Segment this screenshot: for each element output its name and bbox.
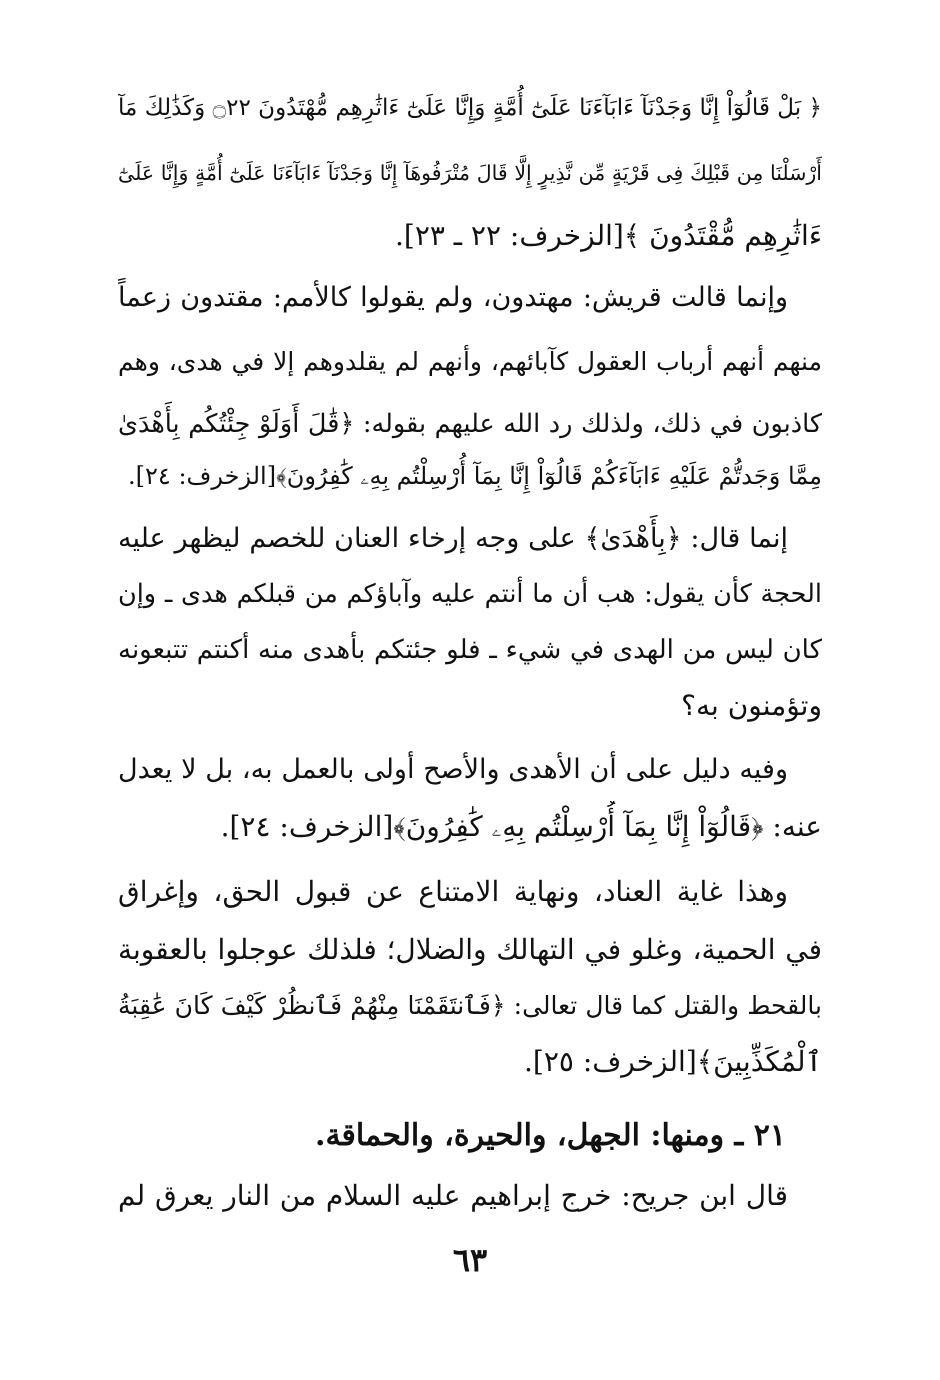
text-line-8: إنما قال: ﴿بِأَهْدَىٰ﴾ على وجه إرخاء العنان للخصم ليظهر عليه	[118, 523, 788, 554]
text-line-1: ﴿ بَلْ قَالُوٓاْ إِنَّا وَجَدْنَآ ءَابَآءَنَا عَلَىٰٓ أُمَّةٍ وَإِنَّا عَلَىٰٓ ءَاثَٰرِهِم مُّهْتَدُونَ ۝٢٢ وَكَذَٰلِكَ مَآ	[118, 95, 822, 121]
section-heading: ٢١ ـ ومنها: الجهل، والحيرة، والحماقة.	[315, 1118, 786, 1153]
text-line-3: ءَاثَٰرِهِم مُّقْتَدُونَ ﴾[الزخرف: ٢٢ ـ ٢٣].	[395, 219, 822, 252]
page-number: ٦٣	[452, 1241, 488, 1279]
text-line-13: عنه: ﴿قَالُوٓاْ إِنَّا بِمَآ أُرْسِلْتُم بِهِۦ كَٰفِرُونَ﴾[الزخرف: ٢٤].	[220, 810, 822, 843]
text-line-2: أَرْسَلْنَا مِن قَبْلِكَ فِى قَرْيَةٍ مِّن نَّذِيرٍ إِلَّا قَالَ مُتْرَفُوهَآ إِنَّا وَجَدْنَآ ءَابَآءَنَا عَلَىٰٓ أُمَّةٍ وَإِنَّا عَلَىٰٓ	[118, 161, 822, 185]
text-line-5: منهم أنهم أرباب العقول كآبائهم، وأنهم لم يقلدوهم إلا في هدى، وهم	[118, 347, 822, 376]
text-line-18: قال ابن جريح: خرج إبراهيم عليه السلام من النار يعرق لم	[118, 1179, 788, 1212]
text-line-10: كان ليس من الهدى في شيء ـ فلو جئتكم بأهدى منه أكنتم تتبعونه	[118, 635, 822, 665]
text-line-12: وفيه دليل على أن الأهدى والأصح أولى بالعمل به، بل لا يعدل	[118, 754, 788, 785]
text-line-6: كاذبون في ذلك، ولذلك رد الله عليهم بقوله: ﴿قَٰلَ أَوَلَوْ جِئْتُكُم بِأَهْدَىٰ	[118, 409, 822, 439]
text-line-9: الحجة كأن يقول: هب أن ما أنتم عليه وآباؤكم من قبلكم هدى ـ وإن	[118, 579, 822, 609]
text-line-16: بالقحط والقتل كما قال تعالى: ﴿فَٱنتَقَمْنَا مِنْهُمْ فَٱنظُرْ كَيْفَ كَانَ عَٰقِبَةُ	[118, 991, 822, 1020]
text-line-4: وإنما قالت قريش: مهتدون، ولم يقولوا كالأمم: مقتدون زعماً	[118, 282, 788, 313]
text-line-7: مِمَّا وَجَدتُّمْ عَلَيْهِ ءَابَآءَكُمْ قَالُوٓاْ إِنَّا بِمَآ أُرْسِلْتُم بِهِۦ كَٰفِرُونَ﴾[الزخرف: ٢٤].	[128, 462, 822, 490]
text-line-14: وهذا غاية العناد، ونهاية الامتناع عن قبول الحق، وإغراق	[118, 875, 788, 908]
text-line-15: في الحمية، وغلو في التهالك والضلال؛ فلذلك عوجلوا بالعقوبة	[118, 933, 822, 966]
text-line-17: ٱلْمُكَذِّبِينَ﴾[الزخرف: ٢٥].	[524, 1045, 822, 1078]
text-line-11: وتؤمنون به؟	[681, 689, 822, 722]
